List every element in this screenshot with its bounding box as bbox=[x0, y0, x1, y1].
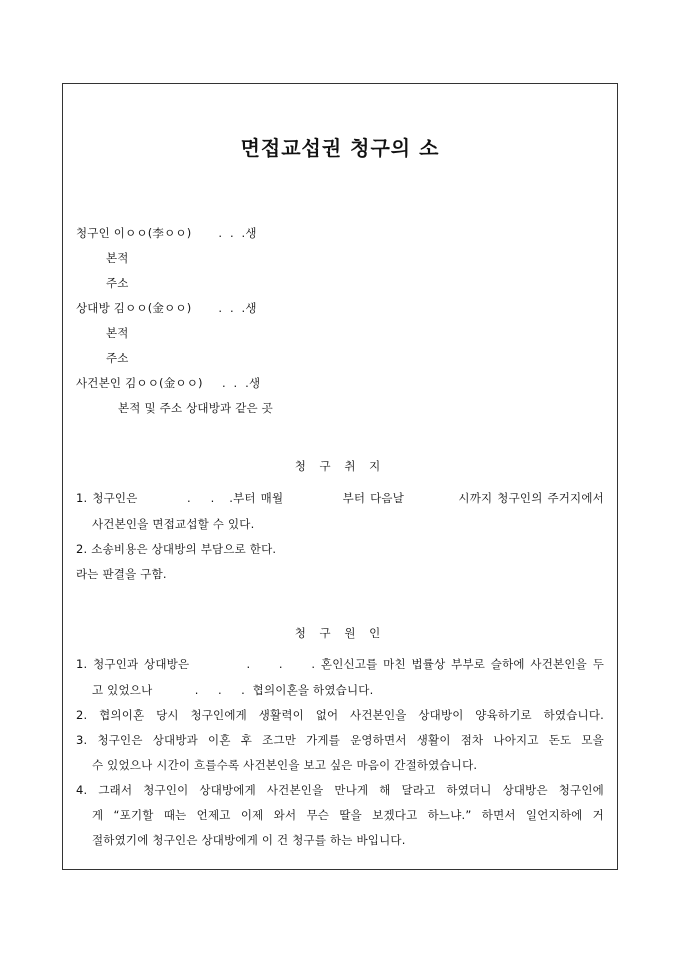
claimant-address: 주소 bbox=[106, 276, 129, 290]
purpose-item-1-line-1: 1. 청구인은 . . .부터 매월 부터 다음날 시까지 청구인의 주거지에서 bbox=[76, 491, 604, 505]
cause-item-4-line-2: 게 “포기할 때는 언제고 이제 와서 무슨 딸을 보겠다고 하느냐.” 하면서 일언지하에 거 bbox=[92, 808, 604, 822]
purpose-heading: 청 구 취 지 bbox=[294, 459, 386, 473]
cause-item-2: 2. 협의이혼 당시 청구인에게 생활력이 없어 사건본인을 상대방이 양육하기로 하였습니다. bbox=[76, 708, 604, 722]
cause-item-4-line-3: 절하였기에 청구인은 상대방에게 이 건 청구를 하는 바입니다. bbox=[92, 833, 406, 847]
claimant-domicile: 본적 bbox=[106, 251, 129, 265]
principal-note: 본적 및 주소 상대방과 같은 곳 bbox=[118, 401, 273, 415]
purpose-item-1-line-2: 사건본인을 면접교섭할 수 있다. bbox=[92, 517, 255, 531]
document-border bbox=[62, 83, 618, 870]
respondent-line: 상대방 김ㅇㅇ(金ㅇㅇ) . . .생 bbox=[76, 301, 257, 315]
cause-heading: 청 구 원 인 bbox=[294, 626, 386, 640]
respondent-address: 주소 bbox=[106, 351, 129, 365]
cause-item-4-line-1: 4. 그래서 청구인이 상대방에게 사건본인을 만나게 해 달라고 하였더니 상대방은 청구인에 bbox=[76, 783, 604, 797]
claimant-line: 청구인 이ㅇㅇ(李ㅇㅇ) . . .생 bbox=[76, 226, 257, 240]
document-title: 면접교섭권 청구의 소 bbox=[240, 136, 440, 160]
principal-line: 사건본인 김ㅇㅇ(金ㅇㅇ) . . .생 bbox=[76, 376, 261, 390]
cause-item-1-line-1: 1. 청구인과 상대방은 . . . 혼인신고를 마친 법률상 부부로 슬하에 사건본인을 두 bbox=[76, 657, 604, 671]
cause-item-3-line-2: 수 있었으나 시간이 흐를수록 사건본인을 보고 싶은 마음이 간절하였습니다. bbox=[92, 758, 478, 772]
purpose-closing: 라는 판결을 구함. bbox=[76, 567, 167, 581]
cause-item-1-line-2: 고 있었으나 . . . 협의이혼을 하였습니다. bbox=[92, 683, 374, 697]
respondent-domicile: 본적 bbox=[106, 326, 129, 340]
cause-item-3-line-1: 3. 청구인은 상대방과 이혼 후 조그만 가게를 운영하면서 생활이 점차 나아지고 돈도 모을 bbox=[76, 733, 604, 747]
purpose-item-2: 2. 소송비용은 상대방의 부담으로 한다. bbox=[76, 542, 277, 556]
